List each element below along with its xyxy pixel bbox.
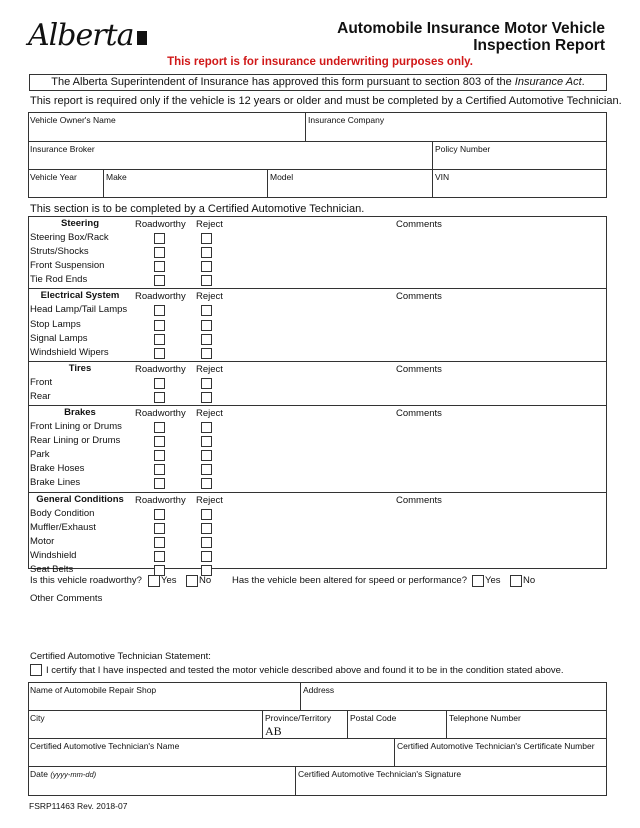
province-field[interactable]: Province/Territory (265, 713, 332, 723)
divider (394, 738, 395, 766)
model-field[interactable]: Model (270, 172, 294, 182)
altered-yes-checkbox[interactable] (472, 575, 484, 587)
roadworthy-checkbox[interactable] (154, 509, 165, 520)
reject-header: Reject (196, 363, 223, 375)
reject-checkbox[interactable] (201, 305, 212, 316)
inspection-item: Struts/Shocks (30, 246, 89, 258)
inspection-item: Front Suspension (30, 260, 105, 272)
roadworthy-checkbox[interactable] (154, 392, 165, 403)
reject-header: Reject (196, 494, 223, 506)
inspection-table (28, 216, 607, 569)
reject-checkbox[interactable] (201, 464, 212, 475)
inspection-item: Seat Belts (30, 563, 74, 575)
section-divider (28, 405, 607, 406)
reject-checkbox[interactable] (201, 334, 212, 345)
inspection-item: Head Lamp/Tail Lamps (30, 304, 128, 316)
reject-checkbox[interactable] (201, 436, 212, 447)
statement-heading: Certified Automotive Technician Statement: (30, 651, 211, 662)
vehicle-year-field[interactable]: Vehicle Year (30, 172, 77, 182)
province-value[interactable]: AB (265, 724, 282, 738)
reject-checkbox[interactable] (201, 537, 212, 548)
comments-header: Comments (396, 408, 442, 419)
inspection-item: Front (30, 376, 53, 388)
requirement-text: This report is required only if the vehicle is 12 years or older and must be completed by a Certified Automotive Technician. (30, 95, 622, 107)
roadworthy-checkbox[interactable] (154, 348, 165, 359)
section-divider (28, 361, 607, 362)
inspection-item: Front Lining or Drums (30, 421, 122, 432)
altered-no-checkbox[interactable] (510, 575, 522, 587)
reject-checkbox[interactable] (201, 261, 212, 272)
reject-checkbox[interactable] (201, 392, 212, 403)
inspection-item: Windshield Wipers (30, 346, 109, 358)
reject-checkbox[interactable] (201, 422, 212, 433)
divider (300, 682, 301, 710)
date-format-hint: (yyyy-mm-dd) (50, 770, 97, 779)
reject-checkbox[interactable] (201, 509, 212, 520)
divider (347, 710, 348, 738)
divider (103, 169, 104, 198)
postal-code-field[interactable]: Postal Code (350, 713, 397, 723)
inspection-item: Rear Lining or Drums (30, 435, 121, 447)
signature-field[interactable]: Certified Automotive Technician's Signature (298, 769, 462, 779)
city-field[interactable]: City (30, 713, 45, 723)
roadworthy-checkbox[interactable] (154, 233, 165, 244)
divider (432, 141, 433, 198)
form-title (337, 20, 605, 54)
owner-name-field[interactable]: Vehicle Owner's Name (30, 115, 116, 125)
reject-header: Reject (196, 291, 223, 303)
address-field[interactable]: Address (303, 685, 335, 695)
roadworthy-checkbox[interactable] (154, 305, 165, 316)
reject-checkbox[interactable] (201, 233, 212, 244)
vin-field[interactable]: VIN (435, 172, 450, 182)
roadworthy-checkbox[interactable] (154, 247, 165, 258)
form-number: FSRP11463 Rev. 2018-07 (29, 801, 128, 811)
certify-checkbox[interactable] (30, 664, 42, 676)
roadworthy-question: Is this vehicle roadworthy? (30, 575, 142, 586)
approval-end: . (581, 76, 585, 88)
reject-checkbox[interactable] (201, 247, 212, 258)
divider (267, 169, 268, 198)
title-line-2: Inspection Report (473, 37, 605, 54)
divider (28, 169, 607, 170)
reject-checkbox[interactable] (201, 450, 212, 461)
title-line-1: Automobile Insurance Motor Vehicle (337, 20, 605, 37)
roadworthy-checkbox[interactable] (154, 537, 165, 548)
inspection-item: Stop Lamps (30, 318, 81, 330)
telephone-field[interactable]: Telephone Number (449, 713, 521, 723)
date-field[interactable] (30, 769, 96, 779)
altered-yes-label: Yes (485, 575, 501, 586)
date-label: Date (30, 769, 48, 779)
reject-checkbox[interactable] (201, 478, 212, 489)
logo-text: Alberta (28, 18, 134, 53)
reject-header: Reject (196, 219, 223, 230)
reject-header: Reject (196, 408, 223, 419)
policy-number-field[interactable]: Policy Number (435, 144, 491, 154)
certify-text: I certify that I have inspected and tested the motor vehicle described above and found it to be in the condition stated above. (46, 665, 564, 676)
reject-checkbox[interactable] (201, 378, 212, 389)
altered-no-label: No (523, 575, 536, 586)
other-comments-field[interactable]: Other Comments (30, 593, 103, 604)
roadworthy-checkbox[interactable] (154, 551, 165, 562)
divider (262, 710, 263, 738)
insurance-company-field[interactable]: Insurance Company (308, 115, 385, 125)
inspection-item: Brake Lines (30, 477, 81, 489)
section-title: Tires (68, 362, 92, 374)
roadworthy-checkbox[interactable] (154, 523, 165, 534)
section-title: Electrical System (40, 290, 120, 302)
approval-text: The Alberta Superintendent of Insurance has approved this form pursuant to section 803 of the (51, 76, 515, 88)
alberta-logo (28, 18, 147, 53)
divider (28, 766, 607, 767)
logo-mark-icon (137, 31, 147, 45)
section-title: General Conditions (36, 493, 124, 505)
inspection-item: Motor (30, 535, 55, 547)
inspection-item: Windshield (30, 549, 77, 561)
certificate-number-field[interactable]: Certified Automotive Technician's Certificate Number (397, 741, 595, 751)
insurance-broker-field[interactable]: Insurance Broker (30, 144, 95, 154)
inspection-item: Signal Lamps (30, 332, 88, 344)
roadworthy-checkbox[interactable] (154, 275, 165, 286)
underwriting-notice: This report is for insurance underwriting purposes only. (167, 56, 473, 68)
roadworthy-header: Roadworthy (135, 291, 186, 303)
roadworthy-checkbox[interactable] (154, 378, 165, 389)
shop-name-field[interactable]: Name of Automobile Repair Shop (30, 685, 157, 695)
reject-checkbox[interactable] (201, 275, 212, 286)
roadworthy-checkbox[interactable] (154, 450, 165, 461)
inspection-item: Rear (30, 390, 51, 402)
technician-name-field[interactable]: Certified Automotive Technician's Name (30, 741, 180, 751)
divider (28, 141, 607, 142)
roadworthy-checkbox[interactable] (154, 320, 165, 331)
roadworthy-header: Roadworthy (135, 219, 186, 230)
approval-statement (29, 74, 607, 91)
inspection-item: Steering Box/Rack (30, 232, 109, 243)
inspection-item: Muffler/Exhaust (30, 521, 96, 533)
divider (446, 710, 447, 738)
comments-header: Comments (396, 494, 442, 506)
roadworthy-checkbox[interactable] (154, 422, 165, 433)
section-title: Brakes (64, 407, 96, 418)
inspection-item: Park (30, 449, 50, 461)
roadworthy-checkbox[interactable] (154, 261, 165, 272)
roadworthy-header: Roadworthy (135, 363, 186, 375)
comments-header: Comments (396, 291, 442, 303)
inspection-item: Brake Hoses (30, 463, 85, 475)
inspection-item: Body Condition (30, 507, 95, 519)
make-field[interactable]: Make (106, 172, 127, 182)
divider (28, 738, 607, 739)
roadworthy-checkbox[interactable] (154, 436, 165, 447)
divider (305, 112, 306, 141)
section-divider (28, 492, 607, 493)
roadworthy-yes-label: Yes (161, 575, 177, 586)
roadworthy-no-checkbox[interactable] (186, 575, 198, 587)
roadworthy-header: Roadworthy (135, 494, 186, 506)
reject-checkbox[interactable] (201, 320, 212, 331)
divider (295, 766, 296, 796)
roadworthy-checkbox[interactable] (154, 334, 165, 345)
comments-header: Comments (396, 219, 442, 230)
roadworthy-no-label: No (199, 575, 212, 586)
reject-checkbox[interactable] (201, 348, 212, 359)
reject-checkbox[interactable] (201, 551, 212, 562)
roadworthy-checkbox[interactable] (154, 464, 165, 475)
reject-checkbox[interactable] (201, 523, 212, 534)
comments-header: Comments (396, 363, 442, 375)
section-title: Steering (60, 218, 99, 229)
altered-question: Has the vehicle been altered for speed or performance? (232, 575, 467, 586)
technician-section-text: This section is to be completed by a Certified Automotive Technician. (30, 203, 365, 215)
roadworthy-header: Roadworthy (135, 408, 186, 419)
roadworthy-checkbox[interactable] (154, 478, 165, 489)
roadworthy-yes-checkbox[interactable] (148, 575, 160, 587)
section-divider (28, 288, 607, 289)
inspection-item: Tie Rod Ends (30, 274, 88, 286)
act-name: Insurance Act (514, 76, 582, 88)
divider (28, 710, 607, 711)
